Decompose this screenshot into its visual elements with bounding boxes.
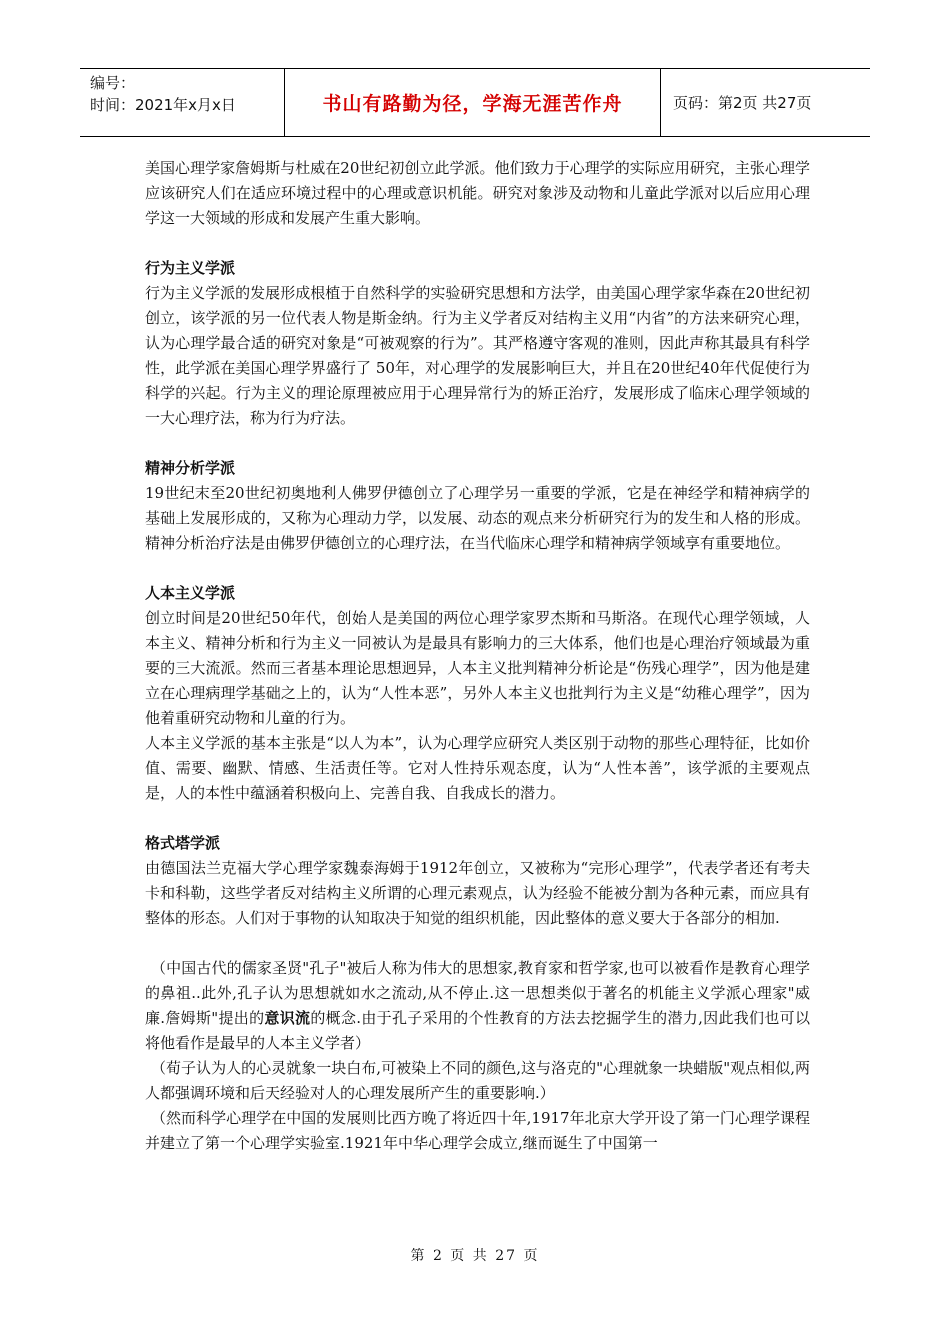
section-paragraph: 美国心理学家詹姆斯与杜威在20世纪初创立此学派。他们致力于心理学的实际应用研究，主张心理学应该研究人们在适应环境过程中的心理或意识机能。研究对象涉及动物和儿童此学派对以后应用心理学这一大领域的形成和发展产生重大影响。 xyxy=(145,159,810,227)
section-title-gestalt: 格式塔学派 xyxy=(145,834,221,852)
doc-time-label: 时间：2021年x月x日 xyxy=(90,96,236,114)
header-motto: 书山有路勤为径，学海无涯苦作舟 xyxy=(284,69,660,136)
section-paragraph: 19世纪末至20世纪初奥地利人佛罗伊德创立了心理学另一重要的学派，它是在神经学和精神病学的基础上发展形成的，又称为心理动力学，以发展、动态的观点来分析研究行为的发生和人格的形成。精神分析治疗法是由佛罗伊德创立的心理疗法，在当代临床心理学和精神病学领域享有重要地位。 xyxy=(145,484,810,552)
note-text: （中国古代的儒家圣贤"孔子"被后人称为伟大的思想家,教育家和哲学家,也可以被看作是教育心理学的鼻祖..此外,孔子认为思想就如水之流动,从不停止.这一思想类似于著名的机能主义学派心理家"威廉.詹姆斯"提出的 xyxy=(145,959,810,1027)
section-paragraph: 创立时间是20世纪50年代，创始人是美国的两位心理学家罗杰斯和马斯洛。在现代心理学领域，人本主义、精神分析和行为主义一同被认为是最具有影响力的三大体系，他们也是心理治疗领域最为重要的三大流派。然而三者基本理论思想迥异，人本主义批判精神分析论是“伤残心理学”，因为他是建立在心理病理学基础之上的，认为“人性本恶”，另外人本主义也批判行为主义是“幼稚心理学”，因为他着重研究动物和儿童的行为。 xyxy=(145,609,810,727)
note-bold-term: 意识流 xyxy=(264,1009,311,1027)
header-page-info: 页码：第2页 共27页 xyxy=(660,69,870,136)
doc-number-label: 编号： xyxy=(90,74,136,92)
section-paragraph: 人本主义学派的基本主张是“以人为本”，认为心理学应研究人类区别于动物的那些心理特征，比如价值、需要、幽默、情感、生活责任等。它对人性持乐观态度，认为“人性本善”，该学派的主要观点是，人的本性中蕴涵着积极向上、完善自我、自我成长的潜力。 xyxy=(145,734,810,802)
note-text: 的概念.由于孔子采用的个性教育的方法去挖掘学生的潜力,因此我们也可以将他看作是最早的人本主义学者） xyxy=(145,1009,810,1052)
page-footer: 第 2 页 共 27 页 xyxy=(410,1248,540,1264)
section-paragraph: 由德国法兰克福大学心理学家魏泰海姆于1912年创立，又被称为“完形心理学”，代表学者还有考夫卡和科勒，这些学者反对结构主义所谓的心理元素观点，认为经验不能被分割为各种元素，而应具有整体的形态。人们对于事物的认知取决于知觉的组织机能，因此整体的意义要大于各部分的相加. xyxy=(145,859,810,927)
note-xunzi: （荀子认为人的心灵就象一块白布,可被染上不同的颜色,这与洛克的"心理就象一块蜡版"观点相似,两人都强调环境和后天经验对人的心理发展所产生的重要影响.） xyxy=(145,1059,810,1102)
header-meta xyxy=(80,69,284,136)
note-confucius xyxy=(145,956,810,1056)
document-body xyxy=(145,156,810,1156)
section-title-humanism: 人本主义学派 xyxy=(145,584,236,602)
section-title-behaviorism: 行为主义学派 xyxy=(145,259,236,277)
section-title-psychoanalysis: 精神分析学派 xyxy=(145,459,236,477)
note-china-history: （然而科学心理学在中国的发展则比西方晚了将近四十年,1917年北京大学开设了第一门心理学课程并建立了第一个心理学实验室.1921年中华心理学会成立,继而诞生了中国第一 xyxy=(145,1109,810,1152)
section-paragraph: 行为主义学派的发展形成根植于自然科学的实验研究思想和方法学，由美国心理学家华森在20世纪初创立，该学派的另一位代表人物是斯金纳。行为主义学者反对结构主义用“内省”的方法来研究心理，认为心理学最合适的研究对象是“可被观察的行为”。其严格遵守客观的准则，因此声称其最具有科学性，此学派在美国心理学界盛行了 50年，对心理学的发展影响巨大，并且在20世纪40年代促使行为科学的兴起。行为主义的理论原理被应用于心理异常行为的矫正治疗，发展形成了临床心理学领域的一大心理疗法，称为行为疗法。 xyxy=(145,284,810,427)
page-header xyxy=(80,68,870,137)
